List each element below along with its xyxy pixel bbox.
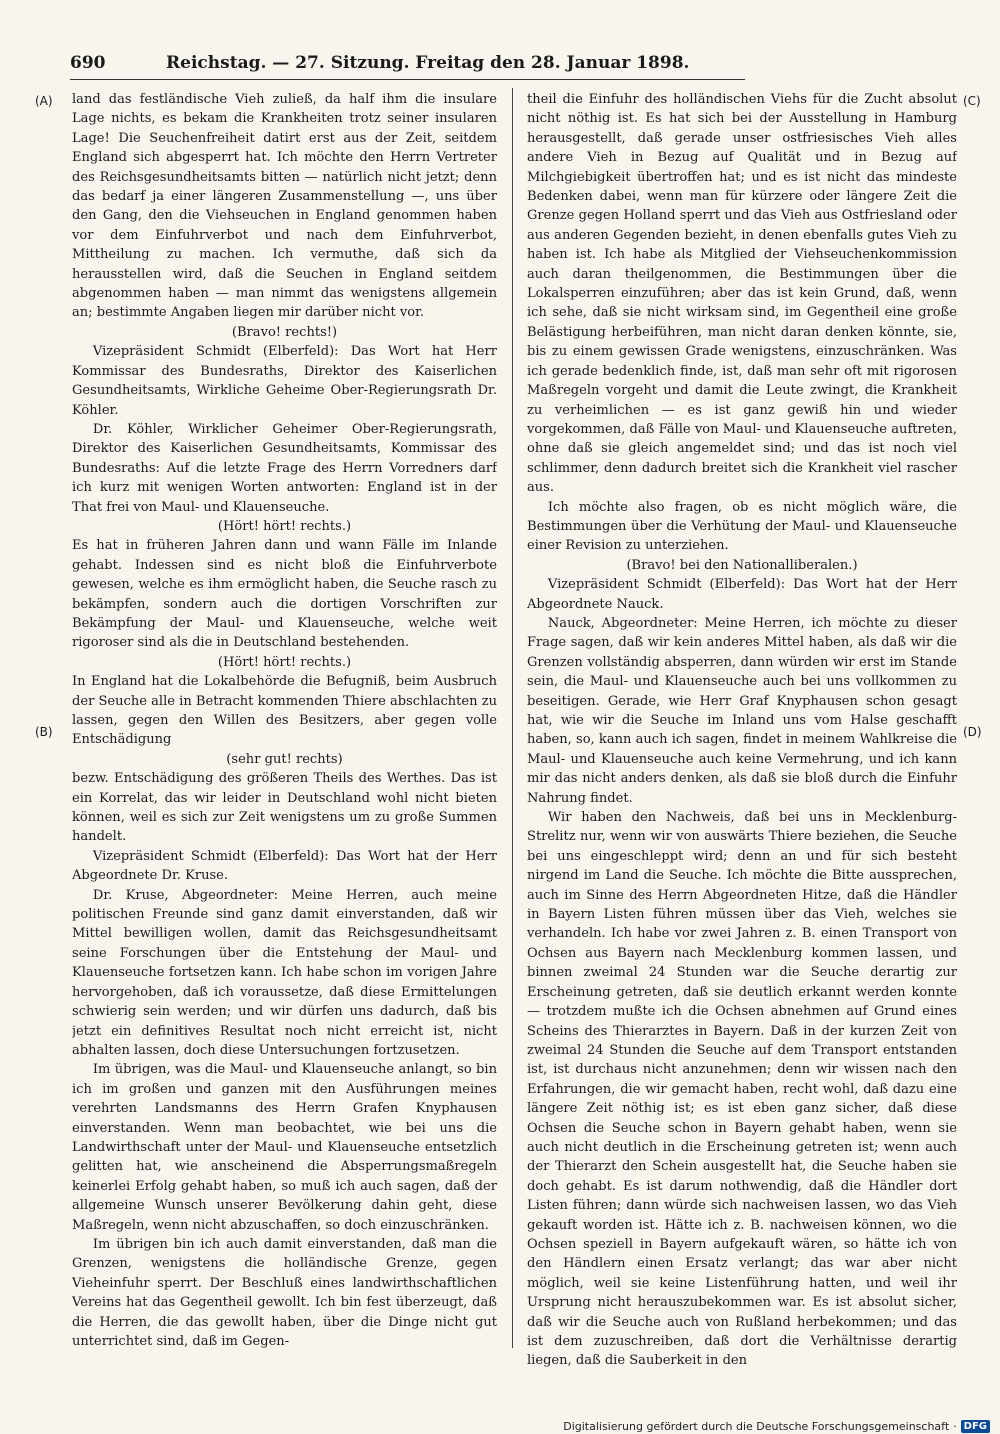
- page-number: 690: [70, 53, 106, 73]
- interjection: (sehr gut! rechts): [226, 751, 343, 767]
- left-column: [72, 90, 497, 1351]
- paragraph: Im übrigen bin ich auch damit einverstanden, daß man die Grenzen, wenigstens die holländische Grenze, gegen Vieheinfuhr sperrt. Der Beschluß eines landwirthschaftlichen Vereins hat das Gegentheil gewollt. Ich bin fest überzeugt, daß die Herren, die das gewollt haben, über die Dinge nicht gut unterrichtet sind, daß im Gegen-: [72, 1236, 497, 1349]
- paragraph: Vizepräsident Schmidt (Elberfeld): Das Wort hat Herr Kommissar des Bundesraths, Direktor des Kaiserlichen Gesundheitsamts, Wirkliche Geheime Ober-Regierungsrath Dr. Köhler.: [72, 344, 497, 418]
- margin-label-a: (A): [35, 94, 53, 108]
- paragraph: In England hat die Lokalbehörde die Befugniß, beim Ausbruch der Seuche alle in Betracht kommenden Thiere abschlachten zu lassen, gegen den Willen des Besitzers, aber gegen volle Entschädigung: [72, 674, 497, 748]
- page-header: [70, 50, 750, 76]
- right-column: [527, 90, 957, 1371]
- paragraph: Dr. Köhler, Wirklicher Geheimer Ober-Regierungsrath, Direktor des Kaiserlichen Gesundheitsamts, Kommissar des Bundesraths: Auf die letzte Frage des Herrn Vorredners darf ich kurz mit wenigen Worten antworten: England ist in der That frei von Maul- und Klauenseuche.: [72, 421, 497, 515]
- digitization-credit: Digitalisierung gefördert durch die Deutsche Forschungsgemeinschaft · DFG: [563, 1419, 990, 1433]
- paragraph: theil die Einfuhr des holländischen Viehs für die Zucht absolut nicht nöthig ist. Es hat sich bei der Ausstellung in Hamburg herausgestellt, daß gerade unser ostfriesisches Vieh alles andere Vieh in Bezug auf Qualität und in Bezug auf Milchgiebigkeit übertroffen hat; und es ist nicht das mindeste Bedenken dabei, wenn man für kürzere oder längere Zeit die Grenze gegen Holland sperrt und das Vieh aus Ostfriesland oder aus anderen Gegenden bezieht, in denen ebenfalls gutes Vieh zu haben ist. Ich habe als Mitglied der Viehseuchenkommission auch daran theilgenommen, die Bestimmungen über die Lokalsperren einzuführen; aber das ist kein Grund, daß, wenn ich sehe, daß sie nicht wirksam sind, im Gegentheil eine große Belästigung herbeiführen, man nicht daran denken könnte, sie, bis zu einem gewissen Grade wenigstens, einzuschränken. Was ich gerade bedenklich finde, ist, daß man sehr oft mit rigorosen Maßregeln vorgeht und damit die Leute zwingt, die Krankheit zu verheimlichen — es ist ganz gewiß hin und wieder vorgekommen, daß Fälle von Maul- und Klauenseuche auftreten, ohne daß sie gleich angemeldet sind; und das ist noch viel schlimmer, denn dadurch breitet sich die Krankheit viel rascher aus.: [527, 92, 957, 496]
- header-rule: [70, 79, 745, 80]
- interjection: (Hört! hört! rechts.): [217, 654, 352, 670]
- running-head: Reichstag. — 27. Sitzung. Freitag den 28. Januar 1898.: [166, 53, 690, 73]
- interjection: (Hört! hört! rechts.): [217, 518, 352, 534]
- paragraph: Ich möchte also fragen, ob es nicht möglich wäre, die Bestimmungen über die Verhütung der Maul- und Klauenseuche einer Revision zu unterziehen.: [527, 499, 957, 554]
- margin-label-c: (C): [963, 94, 981, 108]
- column-divider: [512, 88, 513, 1348]
- paragraph: Dr. Kruse, Abgeordneter: Meine Herren, auch meine politischen Freunde sind ganz damit einverstanden, daß wir Mittel bewilligen wollen, damit das Reichsgesundheitsamt seine Forschungen über die Entstehung der Maul- und Klauenseuche fortsetzen kann. Ich habe schon im vorigen Jahre hervorgehoben, daß ich voraussetze, daß diese Ermittelungen schwierig sein werden; und wir dürfen uns dadurch, daß bis jetzt ein definitives Resultat noch nicht erreicht ist, nicht abhalten lassen, doch diese Untersuchungen fortzusetzen.: [72, 887, 497, 1058]
- paragraph: land das festländische Vieh zuließ, da half ihm die insulare Lage nichts, es bekam die Krankheiten trotz seiner insularen Lage! Die Seuchenfreiheit datirt erst aus der Zeit, seitdem England sich abgesperrt hat. Ich möchte den Herrn Vertreter des Reichsgesundheitsamts bitten — natürlich nicht jetzt; denn das bedarf ja einer längeren Zusammenstellung —, uns über den Gang, den die Viehseuchen in England genommen haben vor dem Einfuhrverbot und nach dem Einfuhrverbot, Mittheilung zu machen. Ich vermuthe, daß sich da herausstellen wird, daß die Seuchen in England seitdem abgenommen haben — man nimmt das wenigstens allgemein an; bestimmte Angaben liegen mir darüber nicht vor.: [72, 92, 497, 321]
- paragraph: Nauck, Abgeordneter: Meine Herren, ich möchte zu dieser Frage sagen, daß wir kein anderes Mittel haben, als daß wir die Grenzen vollständig absperren, dann würden wir erst im Stande sein, die Maul- und Klauenseuche auch bei uns vollkommen zu beseitigen. Gerade, wie Herr Graf Knyphausen schon gesagt hat, wie wir die Seuche im Inland uns vom Halse geschafft haben, so, kann auch ich sagen, findet in meinem Wahlkreise die Maul- und Klauenseuche auch keine Vermehrung, und ich kann mir das nicht anders denken, als daß sie bloß durch die Einfuhr Nahrung findet.: [527, 615, 957, 806]
- margin-label-b: (B): [35, 725, 53, 739]
- interjection: (Bravo! bei den Nationalliberalen.): [626, 557, 858, 573]
- dfg-logo: DFG: [961, 1420, 990, 1433]
- paragraph: Vizepräsident Schmidt (Elberfeld): Das Wort hat der Herr Abgeordnete Dr. Kruse.: [72, 848, 497, 884]
- paragraph: Im übrigen, was die Maul- und Klauenseuche anlangt, so bin ich im großen und ganzen mit den Ausführungen meines verehrten Landsmanns des Herrn Grafen Knyphausen einverstanden. Wenn man beobachtet, wie bei uns die Landwirthschaft unter der Maul- und Klauenseuche entsetzlich gelitten hat, wie anscheinend die Absperrungsmaßregeln keinerlei Erfolg gehabt haben, so muß ich auch sagen, daß der allgemeine Wunsch unserer Bevölkerung dahin geht, diese Maßregeln, wenn nicht abzuschaffen, so doch einzuschränken.: [72, 1062, 497, 1233]
- interjection: (Bravo! rechts!): [231, 324, 338, 340]
- paragraph: bezw. Entschädigung des größeren Theils des Werthes. Das ist ein Korrelat, das wir leider in Deutschland wohl nicht bieten können, weil es sich zur Zeit wenigstens um zu große Summen handelt.: [72, 771, 497, 845]
- paragraph: Wir haben den Nachweis, daß bei uns in Mecklenburg-Strelitz nur, wenn wir von auswärts Thiere beziehen, die Seuche bei uns eingeschleppt wird; denn an und für sich besteht nirgend im Land die Seuche. Ich möchte die Bitte aussprechen, auch im Sinne des Herrn Abgeordneten Hitze, daß die Händler in Bayern Listen führen müssen über das Vieh, welches sie verhandeln. Ich habe vor zwei Jahren z. B. einen Transport von Ochsen aus Bayern nach Mecklenburg kommen lassen, und binnen zweimal 24 Stunden war die Seuche derartig zur Erscheinung getreten, daß sie deutlich erkannt werden konnte — trotzdem mußte ich die Ochsen abnehmen auf Grund eines Scheins des Thierarztes in Bayern. Daß in der kurzen Zeit von zweimal 24 Stunden die Seuche auf dem Transport entstanden ist, ist durchaus nicht anzunehmen; denn wir wissen nach den Erfahrungen, die wir gemacht haben, recht wohl, daß dazu eine längere Zeit nöthig ist; es ist eben ganz sicher, daß diese Ochsen die Seuche schon in Bayern gehabt haben, wenn sie auch nicht deutlich in die Erscheinung getreten ist; wenn auch der Thierarzt den Schein ausgestellt hat, die Seuche haben sie doch gehabt. Es ist darum nothwendig, daß die Händler dort Listen führen; dann würde sich nachweisen lassen, wo das Vieh gekauft worden ist. Hätte ich z. B. nachweisen können, wo die Ochsen speziell in Bayern aufgekauft wären, so hätte ich von den Händlern einen Ersatz verlangt; das war aber nicht möglich, weil sie keine Listenführung hatten, und weil ihr Ursprung nicht herauszubekommen war. Es ist absolut sicher, daß wir die Seuche auch von Rußland herbekommen; und das ist dem zuzuschreiben, daß dort die Verhältnisse derartig liegen, daß die Sauberkeit in den: [527, 810, 957, 1369]
- margin-label-d: (D): [963, 725, 982, 739]
- paragraph: Es hat in früheren Jahren dann und wann Fälle im Inlande gehabt. Indessen sind es nicht bloß die Einfuhrverbote gewesen, welche es ihm ermöglicht haben, die Seuche rasch zu bekämpfen, sondern auch die dortigen Vorschriften zur Bekämpfung der Maul- und Klauenseuche, welche weit rigoroser sind als die in Deutschland bestehenden.: [72, 538, 497, 651]
- paragraph: Vizepräsident Schmidt (Elberfeld): Das Wort hat der Herr Abgeordnete Nauck.: [527, 577, 957, 612]
- credit-text: Digitalisierung gefördert durch die Deutsche Forschungsgemeinschaft: [563, 1419, 950, 1433]
